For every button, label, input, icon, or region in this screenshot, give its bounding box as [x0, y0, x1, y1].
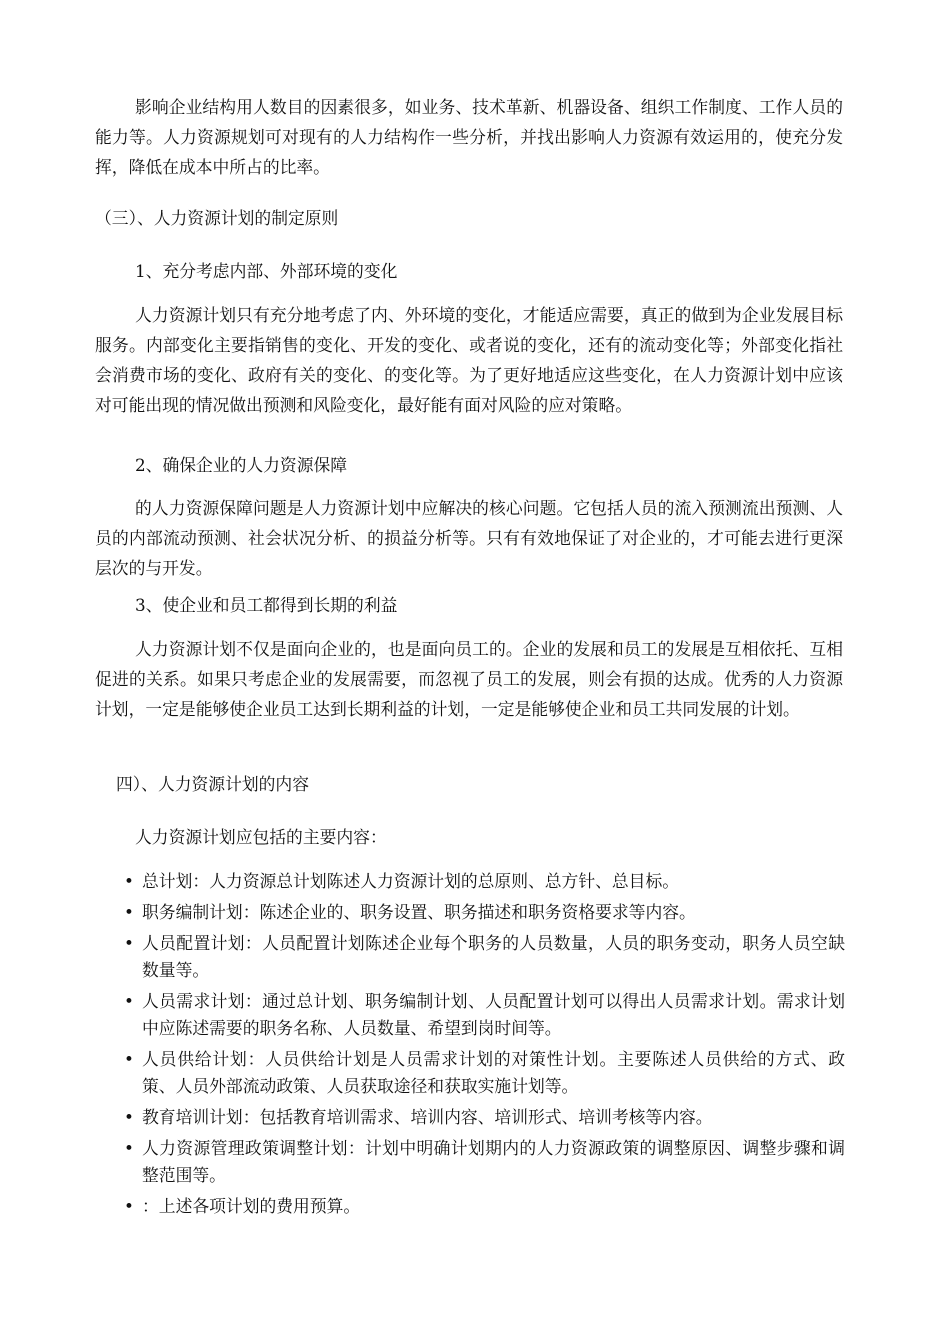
subheading-1: 1、充分考虑内部、外部环境的变化: [135, 261, 398, 281]
list-item: • 教育培训计划：包括教育培训需求、培训内容、培训形式、培训考核等内容。: [120, 1104, 845, 1131]
list-item: • 人员配置计划：人员配置计划陈述企业每个职务的人员数量，人员的职务变动，职务人员空缺数量等。: [120, 930, 845, 984]
subheading-3: 3、使企业和员工都得到长期的利益: [135, 595, 398, 615]
paragraph-hr-guarantee: 的人力资源保障问题是人力资源计划中应解决的核心问题。它包括人员的流入预测流出预测、人员的内部流动预测、社会状况分析、的损益分析等。只有有效地保证了对企业的，才可能去进行更深层次的与开发。: [95, 498, 843, 578]
content-intro: 人力资源计划应包括的主要内容：: [135, 827, 387, 847]
bullet-icon: •: [124, 1107, 134, 1127]
list-item: • ：上述各项计划的费用预算。: [120, 1193, 845, 1220]
list-item: • 职务编制计划：陈述企业的、职务设置、职务描述和职务资格要求等内容。: [120, 899, 845, 926]
bullet-icon: •: [124, 991, 134, 1011]
paragraph-long-term-benefit: 人力资源计划不仅是面向企业的，也是面向员工的。企业的发展和员工的发展是互相依托、互相促进的关系。如果只考虑企业的发展需要，而忽视了员工的发展，则会有损的达成。优秀的人力资源计划，一定是能够使企业员工达到长期利益的计划，一定是能够使企业和员工共同发展的计划。: [95, 639, 843, 719]
paragraph-structure-factors: 影响企业结构用人数目的因素很多，如业务、技术革新、机器设备、组织工作制度、工作人员的能力等。人力资源规划可对现有的人力结构作一些分析，并找出影响人力资源有效运用的，使充分发挥，降低在成本中所占的比率。: [95, 97, 843, 177]
bullet-icon: •: [124, 933, 134, 953]
list-item: • 人力资源管理政策调整计划：计划中明确计划期内的人力资源政策的调整原因、调整步骤和调整范围等。: [120, 1135, 845, 1189]
bullet-icon: •: [124, 1049, 134, 1069]
bullet-icon: •: [124, 902, 134, 922]
paragraph-environment-changes: 人力资源计划只有充分地考虑了内、外环境的变化，才能适应需要，真正的做到为企业发展目标服务。内部变化主要指销售的变化、开发的变化、或者说的变化，还有的流动变化等；外部变化指社会消费市场的变化、政府有关的变化、的变化等。为了更好地适应这些变化，在人力资源计划中应该对可能出现的情况做出预测和风险变化，最好能有面对风险的应对策略。: [95, 305, 843, 415]
plan-content-list: [120, 868, 845, 1224]
list-item: • 总计划：人力资源总计划陈述人力资源计划的总原则、总方针、总目标。: [120, 868, 845, 895]
bullet-icon: •: [124, 871, 134, 891]
section-heading-3: （三）、人力资源计划的制定原则: [95, 208, 339, 228]
subheading-2: 2、确保企业的人力资源保障: [135, 455, 348, 475]
list-item: • 人员供给计划：人员供给计划是人员需求计划的对策性计划。主要陈述人员供给的方式、政策、人员外部流动政策、人员获取途径和获取实施计划等。: [120, 1046, 845, 1100]
bullet-icon: •: [124, 1196, 134, 1216]
bullet-icon: •: [124, 1138, 134, 1158]
section-heading-4: 四）、人力资源计划的内容: [116, 774, 309, 794]
list-item: • 人员需求计划：通过总计划、职务编制计划、人员配置计划可以得出人员需求计划。需求计划中应陈述需要的职务名称、人员数量、希望到岗时间等。: [120, 988, 845, 1042]
